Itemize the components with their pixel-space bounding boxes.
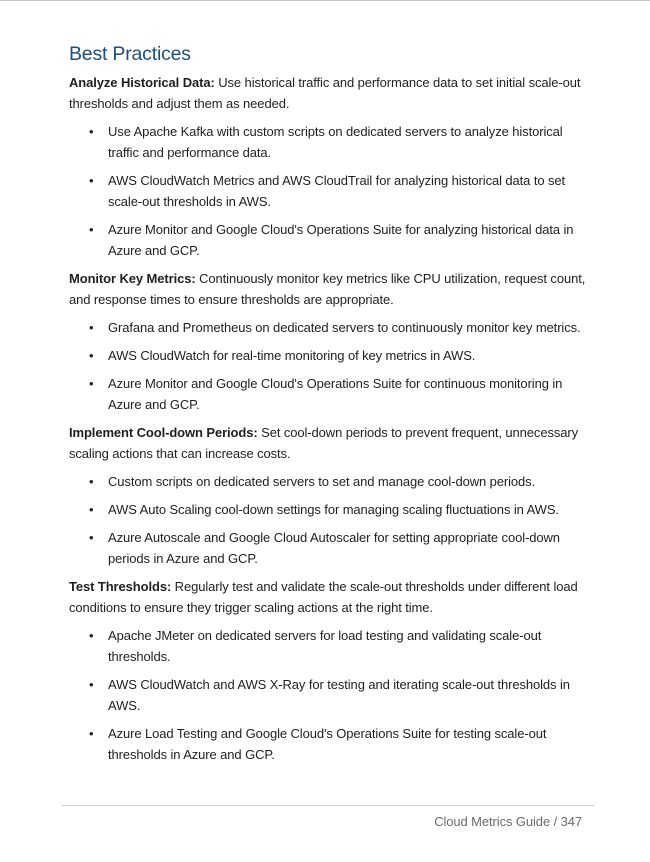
bullet-icon: • [89, 530, 94, 545]
list-item-text: Use Apache Kafka with custom scripts on dedicated servers to analyze historical traffic and performance data. [108, 124, 563, 160]
list-item [69, 345, 589, 366]
list-item [69, 373, 589, 415]
list-item [69, 219, 589, 261]
practice-text: Use historical traffic and performance data to set initial scale-out thresholds and adjust them as needed. [69, 75, 581, 111]
top-divider [0, 0, 650, 1]
list-item-text: Azure Load Testing and Google Cloud's Operations Suite for testing scale-out thresholds in Azure and GCP. [108, 726, 547, 762]
tools-list [69, 121, 589, 261]
practice-paragraph [69, 72, 589, 114]
practice-lead: Monitor Key Metrics: [69, 271, 196, 286]
practice-paragraph [69, 422, 589, 464]
tools-list [69, 471, 589, 569]
practice-block [69, 72, 589, 261]
list-item [69, 121, 589, 163]
page-content [69, 41, 589, 772]
bullet-icon: • [89, 726, 94, 741]
list-item [69, 170, 589, 212]
practice-lead: Analyze Historical Data: [69, 75, 215, 90]
footer-divider [62, 805, 594, 806]
list-item-text: Apache JMeter on dedicated servers for load testing and validating scale-out thresholds. [108, 628, 542, 664]
bullet-icon: • [89, 474, 94, 489]
list-item-text: AWS CloudWatch and AWS X-Ray for testing and iterating scale-out thresholds in AWS. [108, 677, 570, 713]
practice-text: Regularly test and validate the scale-out thresholds under different load conditions to ensure they trigger scaling actions at the right time. [69, 579, 578, 615]
list-item [69, 723, 589, 765]
practice-block [69, 576, 589, 765]
list-item [69, 674, 589, 716]
practice-text: Continuously monitor key metrics like CPU utilization, request count, and response times to ensure thresholds are appropriate. [69, 271, 586, 307]
list-item [69, 499, 589, 520]
bullet-icon: • [89, 173, 94, 188]
list-item [69, 317, 589, 338]
practice-lead: Test Thresholds: [69, 579, 172, 594]
bullet-icon: • [89, 677, 94, 692]
list-item-text: Azure Monitor and Google Cloud's Operations Suite for analyzing historical data in Azure and GCP. [108, 222, 574, 258]
page-footer: Cloud Metrics Guide / 347 [434, 814, 582, 829]
list-item-text: Custom scripts on dedicated servers to set and manage cool-down periods. [108, 474, 536, 489]
list-item-text: AWS CloudWatch for real-time monitoring of key metrics in AWS. [108, 348, 476, 363]
list-item-text: Azure Monitor and Google Cloud's Operations Suite for continuous monitoring in Azure and GCP. [108, 376, 563, 412]
tools-list [69, 625, 589, 765]
list-item [69, 625, 589, 667]
practice-text: Set cool-down periods to prevent frequent, unnecessary scaling actions that can increase costs. [69, 425, 579, 461]
list-item [69, 527, 589, 569]
practice-block [69, 422, 589, 569]
practice-lead: Implement Cool-down Periods: [69, 425, 258, 440]
bullet-icon: • [89, 348, 94, 363]
practice-block [69, 268, 589, 415]
list-item [69, 471, 589, 492]
practice-paragraph [69, 576, 589, 618]
practice-paragraph [69, 268, 589, 310]
bullet-icon: • [89, 320, 94, 335]
bullet-icon: • [89, 628, 94, 643]
list-item-text: Azure Autoscale and Google Cloud Autoscaler for setting appropriate cool-down periods in Azure and GCP. [108, 530, 560, 566]
bullet-icon: • [89, 376, 94, 391]
bullet-icon: • [89, 222, 94, 237]
bullet-icon: • [89, 502, 94, 517]
list-item-text: AWS Auto Scaling cool-down settings for managing scaling fluctuations in AWS. [108, 502, 559, 517]
list-item-text: Grafana and Prometheus on dedicated servers to continuously monitor key metrics. [108, 320, 581, 335]
list-item-text: AWS CloudWatch Metrics and AWS CloudTrail for analyzing historical data to set scale-out thresholds in AWS. [108, 173, 566, 209]
bullet-icon: • [89, 124, 94, 139]
tools-list [69, 317, 589, 415]
section-title: Best Practices [69, 43, 191, 65]
